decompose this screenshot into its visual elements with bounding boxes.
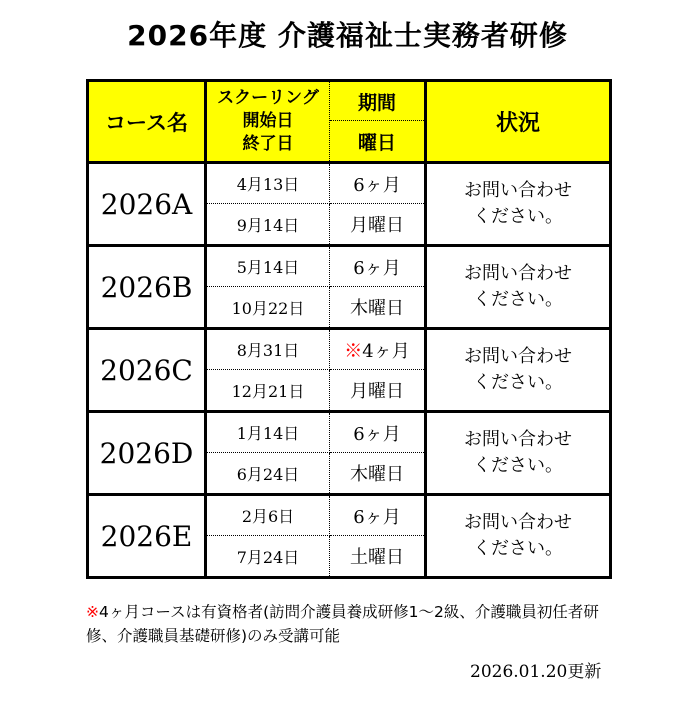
end-date: 9月14日 — [206, 204, 330, 246]
weekday: 月曜日 — [330, 370, 426, 412]
status-cell — [426, 163, 611, 246]
weekday: 月曜日 — [330, 204, 426, 246]
start-date: 8月31日 — [206, 329, 330, 370]
course-name: 2026C — [88, 329, 206, 412]
period-value: 6ヶ月 — [353, 174, 401, 196]
period-cell — [330, 246, 426, 287]
period-cell — [330, 495, 426, 536]
period-value: 4ヶ月 — [362, 340, 410, 362]
start-date: 5月14日 — [206, 246, 330, 287]
page-title: 2026年度 介護福祉士実務者研修 — [127, 19, 568, 52]
period-value: 6ヶ月 — [353, 257, 401, 279]
course-name: 2026E — [88, 495, 206, 578]
period-cell — [330, 163, 426, 204]
table-row — [88, 163, 611, 204]
weekday: 木曜日 — [330, 453, 426, 495]
note-text: 4ヶ月コースは有資格者(訪問介護員養成研修1～2級、介護職員初任者研修、介護職員基礎研修)のみ受講可能 — [86, 603, 599, 645]
header-status: 状況 — [426, 81, 611, 163]
period-mark: ※ — [344, 340, 363, 362]
start-date: 2月6日 — [206, 495, 330, 536]
weekday: 木曜日 — [330, 287, 426, 329]
footnote — [86, 600, 606, 648]
status-line-1: お問い合わせ — [464, 346, 572, 367]
table-row — [88, 495, 611, 536]
status-line-1: お問い合わせ — [464, 263, 572, 284]
status-line-1: お問い合わせ — [464, 429, 572, 450]
course-name: 2026B — [88, 246, 206, 329]
end-date: 6月24日 — [206, 453, 330, 495]
table-row — [88, 329, 611, 370]
header-weekday: 曜日 — [330, 121, 426, 163]
end-date: 12月21日 — [206, 370, 330, 412]
header-period: 期間 — [330, 81, 426, 121]
status-line-2: ください。 — [473, 372, 563, 393]
status-cell — [426, 495, 611, 578]
header-end-label: 終了日 — [242, 134, 294, 154]
table-row — [88, 246, 611, 287]
course-name: 2026D — [88, 412, 206, 495]
header-schooling — [206, 81, 330, 163]
header-start-label: 開始日 — [242, 111, 294, 131]
status-line-2: ください。 — [473, 206, 563, 227]
status-cell — [426, 412, 611, 495]
header-schooling-label: スクーリング — [217, 88, 319, 108]
period-cell — [330, 329, 426, 370]
status-line-2: ください。 — [473, 289, 563, 310]
start-date: 4月13日 — [206, 163, 330, 204]
start-date: 1月14日 — [206, 412, 330, 453]
status-line-1: お問い合わせ — [464, 512, 572, 533]
header-course-name: コース名 — [88, 81, 206, 163]
end-date: 10月22日 — [206, 287, 330, 329]
period-cell — [330, 412, 426, 453]
status-line-2: ください。 — [473, 455, 563, 476]
status-line-1: お問い合わせ — [464, 180, 572, 201]
period-value: 6ヶ月 — [353, 423, 401, 445]
note-mark: ※ — [86, 603, 99, 621]
course-name: 2026A — [88, 163, 206, 246]
schedule-table — [86, 79, 612, 579]
period-value: 6ヶ月 — [353, 506, 401, 528]
updated-date: 2026.01.20更新 — [470, 662, 602, 682]
status-cell — [426, 246, 611, 329]
end-date: 7月24日 — [206, 536, 330, 578]
status-line-2: ください。 — [473, 538, 563, 559]
weekday: 土曜日 — [330, 536, 426, 578]
status-cell — [426, 329, 611, 412]
table-row — [88, 412, 611, 453]
